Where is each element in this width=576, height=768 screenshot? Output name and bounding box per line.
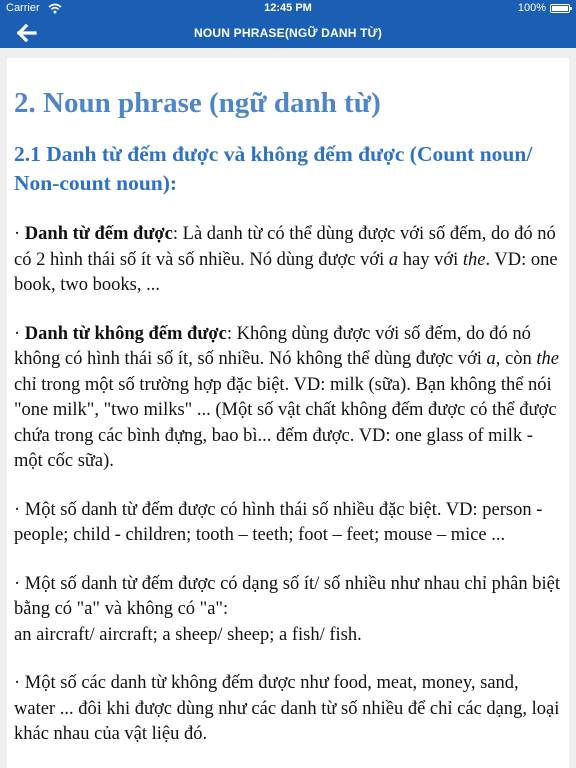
clock-label: 12:45 PM	[264, 2, 312, 14]
paragraph-text: hay với	[398, 249, 463, 270]
paragraph-plural-uncountable: · Một số các danh từ không đếm được như food, meat, money, sand, water ... đôi khi được dùng như các danh từ số nhiều để chỉ các dạng, loại khác nhau của vật liệu đó.	[14, 673, 560, 744]
nav-title: NOUN PHRASE(NGỮ DANH TỪ)	[193, 26, 383, 40]
nav-bar	[0, 18, 576, 48]
paragraph-examples: an aircraft/ aircraft; a sheep/ sheep; a fish/ fish.	[14, 624, 362, 645]
status-bar	[0, 0, 576, 18]
bullet: ·	[14, 224, 25, 244]
article-body	[7, 86, 569, 748]
paragraph-text: : Không dùng được với số đếm, do đó nó không có hình thái số ít, số nhiều. Nó không thể dùng được với	[14, 323, 531, 369]
subsection-title: 2.1 Danh từ đếm được và không đếm được (Count noun/ Non-count noun):	[14, 142, 533, 195]
paragraph-text: · Một số danh từ đếm được có dạng số ít/ số nhiều như nhau chỉ phân biệt bằng có "a" và không có "a":	[14, 573, 560, 619]
content-card	[7, 58, 569, 768]
battery-percent: 100%	[517, 2, 546, 14]
carrier-label: Carrier	[6, 2, 40, 14]
italic-term: the	[536, 349, 559, 369]
battery-tip	[570, 7, 572, 10]
paragraph-same-form	[14, 572, 561, 649]
paragraph-text: chỉ trong một số trường hợp đặc biệt. VD: milk (sữa). Bạn không thể nói "one milk", "two milks" ... (Một số vật chất không đếm được có thể được chứa trong các bình đựng, bao bì... đếm được. VD: one glass of milk - một cốc sữa).	[14, 374, 557, 471]
term-countable: Danh từ đếm được	[24, 224, 173, 244]
term-uncountable: Danh từ không đếm được	[24, 323, 227, 344]
paragraph-text: : Là danh từ có thể dùng được với số đếm, do đó nó có 2 hình thái số ít và số nhiều. Nó dùng được với	[14, 224, 556, 270]
italic-term: a	[486, 349, 496, 369]
paragraph-countable	[14, 222, 561, 299]
paragraph-uncountable	[14, 322, 561, 475]
paragraph-irregular-plural: · Một số danh từ đếm được có hình thái số nhiều đặc biệt. VD: person - people; child - children; tooth – teeth; foot – feet; mouse – mice ...	[14, 499, 543, 545]
italic-term: a	[388, 249, 399, 270]
italic-term: the	[462, 249, 486, 270]
bullet: ·	[14, 323, 25, 344]
paragraph-text: , còn	[495, 349, 537, 369]
paragraph-text: . VD: one book, two books, ...	[14, 249, 558, 295]
section-title: 2. Noun phrase (ngữ danh từ)	[14, 87, 381, 119]
battery-icon	[550, 4, 570, 13]
